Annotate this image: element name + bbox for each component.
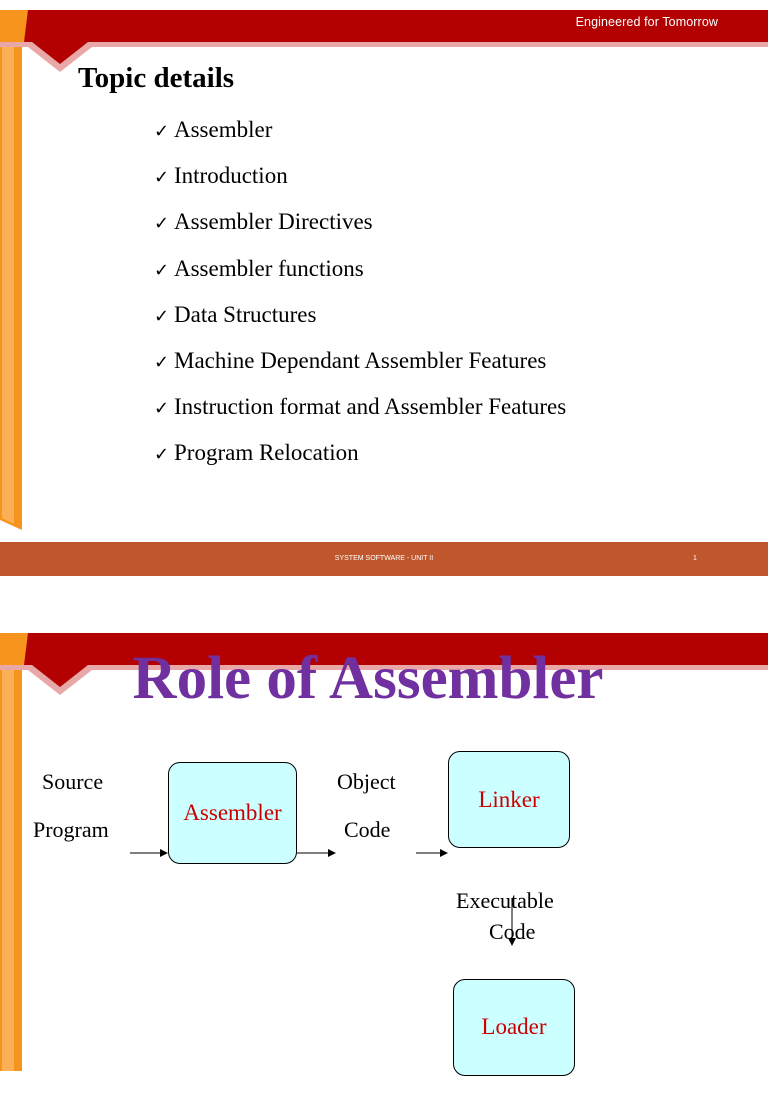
list-item	[154, 436, 566, 482]
list-item	[154, 252, 566, 298]
list-item	[154, 113, 566, 159]
slide-title: Topic details	[78, 62, 235, 94]
check-mark-icon: ✓	[154, 305, 170, 327]
source-label: Source	[42, 769, 104, 794]
list-item-text: Machine Dependant Assembler Features	[174, 347, 547, 373]
check-mark-icon: ✓	[154, 398, 170, 420]
slide-footer	[0, 542, 768, 576]
check-mark-icon: ✓	[154, 259, 170, 281]
list-item-text: Instruction format and Assembler Features	[174, 394, 567, 420]
list-item-text: Data Structures	[174, 301, 317, 327]
assembler-box: Assembler	[168, 762, 297, 864]
check-mark-icon: ✓	[154, 351, 170, 373]
check-mark-icon: ✓	[154, 213, 170, 235]
list-item-text: Assembler	[174, 117, 273, 142]
list-item-text: Introduction	[174, 163, 288, 189]
check-mark-icon: ✓	[154, 121, 170, 142]
list-item-text: Program Relocation	[174, 440, 359, 466]
loader-box: Loader	[453, 979, 575, 1076]
slide-topic-details	[0, 0, 768, 542]
executable-code-label: Code	[489, 919, 536, 944]
list-item-text: Assembler Directives	[174, 209, 373, 235]
linker-box: Linker	[448, 751, 570, 848]
page-number: 1	[693, 555, 697, 562]
header-tagline: Engineered for Tomorrow	[575, 591, 718, 605]
header-tagline: Engineered for Tomorrow	[575, 15, 718, 29]
code-label: Code	[344, 817, 391, 842]
side-stripe-highlight	[2, 14, 16, 524]
check-mark-icon: ✓	[154, 444, 170, 466]
list-item	[154, 390, 566, 436]
executable-label: Executable	[456, 888, 554, 913]
check-mark-icon: ✓	[154, 167, 170, 189]
list-item-text: Assembler functions	[174, 255, 364, 281]
topic-list	[154, 113, 566, 483]
list-item	[154, 159, 566, 205]
list-item	[154, 205, 566, 251]
footer-text: SYSTEM SOFTWARE - UNIT II	[334, 555, 434, 562]
program-label: Program	[33, 817, 109, 842]
list-item	[154, 344, 566, 390]
object-label: Object	[337, 769, 396, 794]
slide-title: Role of Assembler	[132, 645, 604, 712]
slide-role-of-assembler	[0, 576, 768, 1039]
banner-notch-orange	[0, 10, 28, 42]
list-item	[154, 298, 566, 344]
